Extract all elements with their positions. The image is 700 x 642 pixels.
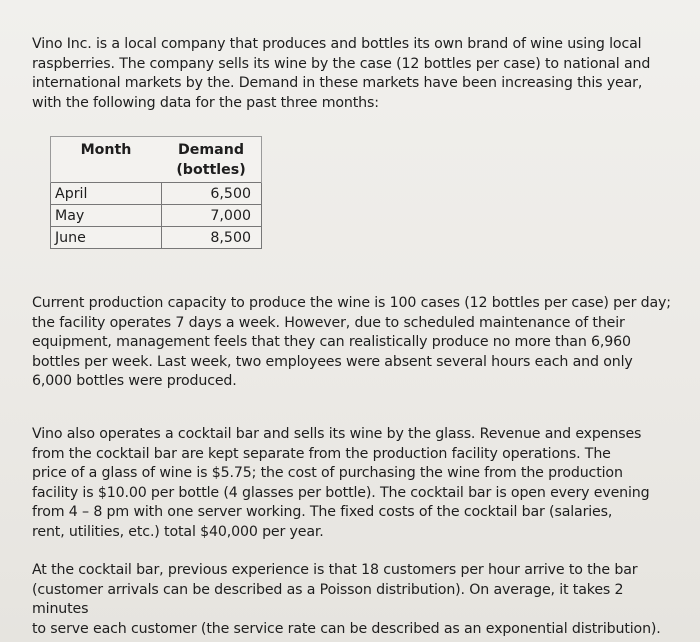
demand-cell: 7,000 [161,205,262,227]
demand-cell: 8,500 [161,227,262,249]
capacity-paragraph: Current production capacity to produce the wine is 100 cases (12 bottles per case) per day; the facility operates 7 days a week. However, due to scheduled maintenance of their equipment, management feels that they can realistically produce no more than 6,960 bottles per week. Last week, two employees were absent several hours each and only 6,000 bottles were produced. [32,295,671,389]
month-cell: April [51,183,162,205]
table-row [51,205,262,227]
month-cell: June [51,227,162,249]
cocktail-bar-paragraph: Vino also operates a cocktail bar and sells its wine by the glass. Revenue and expenses from the cocktail bar are kept separate from the production facility operations. The price of a glass of wine is $5.75; the cost of purchasing the wine from the production facility is $10.00 per bottle (4 glasses per bottle). The cocktail bar is open every evening from 4 – 8 pm with one server working. The fixed costs of the cocktail bar (salaries, rent, utilities, etc.) total $40,000 per year. [32,426,650,540]
demand-column-header: Demand (bottles) [161,137,262,183]
intro-paragraph: Vino Inc. is a local company that produces and bottles its own brand of wine using local raspberries. The company sells its wine by the case (12 bottles per case) to national and international markets by the. Demand in these markets have been increasing this year, with the following data for the past three months: [32,36,651,111]
demand-cell: 6,500 [161,183,262,205]
month-cell: May [51,205,162,227]
table-row [51,227,262,249]
queue-paragraph: At the cocktail bar, previous experience is that 18 customers per hour arrive to the bar (customer arrivals can be described as a Poisson distribution). On average, it takes 2 minutes to serve each customer (the service rate can be described as an exponential distribution). [32,562,661,637]
table-header-row [51,137,262,183]
table-row [51,183,262,205]
month-column-header: Month [51,137,162,183]
demand-table [50,136,262,249]
